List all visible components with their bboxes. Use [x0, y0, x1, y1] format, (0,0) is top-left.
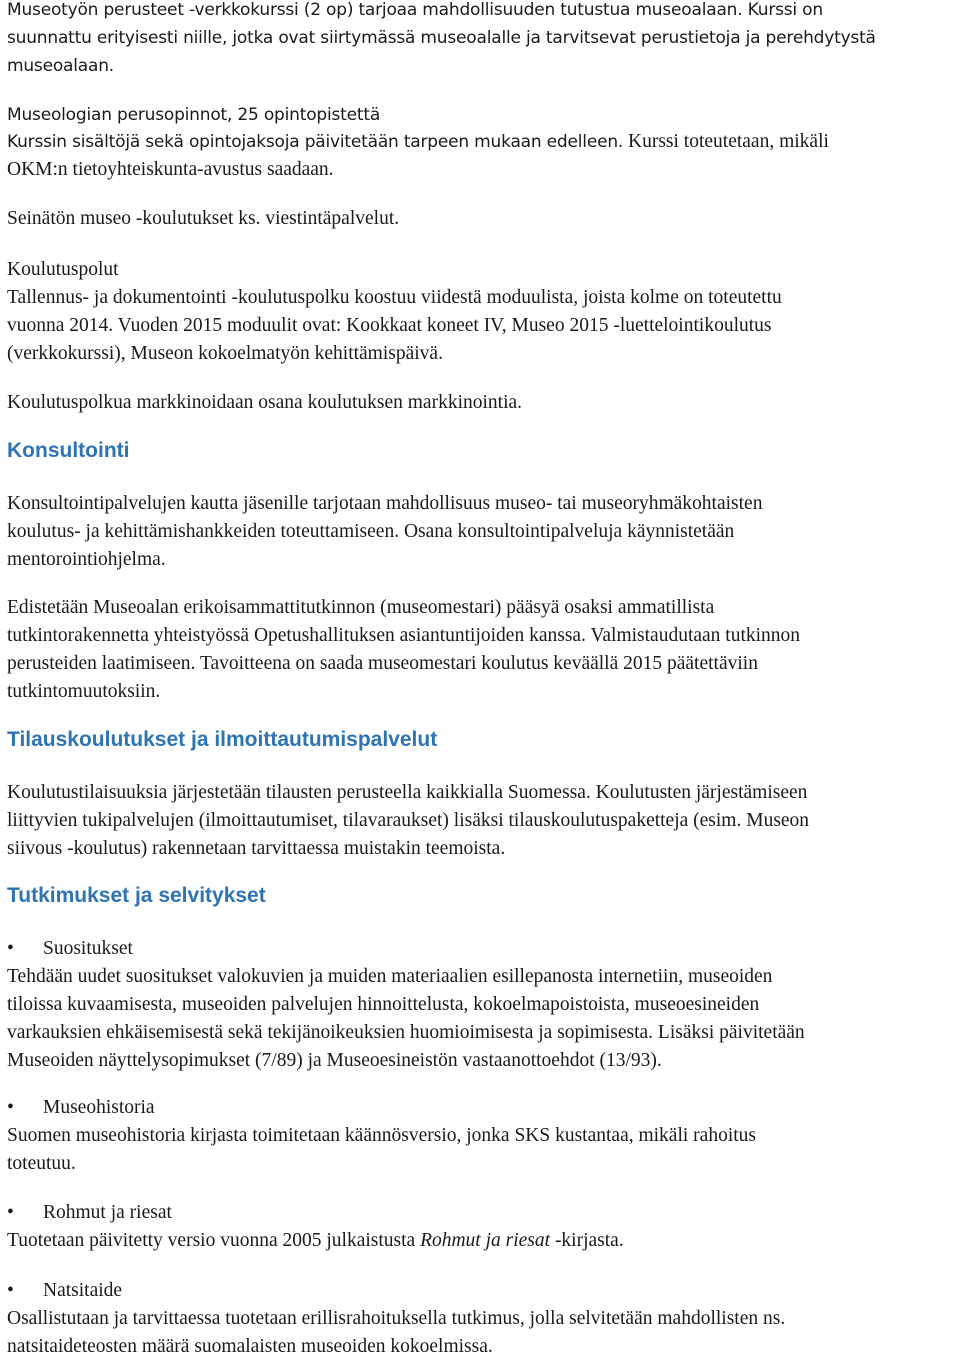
bullet-text-line: toteutuu.	[7, 1153, 76, 1174]
intro-line: museoalaan.	[7, 56, 115, 76]
museologia-line-serif: Kurssi toteutetaan, mikäli	[623, 131, 829, 152]
koulutuspolut-line: (verkkokurssi), Museon kokoelmatyön kehittämispäivä.	[7, 343, 443, 364]
konsultointi-paragraph-1	[7, 490, 957, 574]
tilaus-line: Koulutustilaisuuksia järjestetään tilausten perusteella kaikkialla Suomessa. Koulutusten järjestämiseen	[7, 782, 808, 803]
bullet-title: Suositukset	[43, 938, 133, 959]
intro-line: suunnattu erityisesti niille, jotka ovat siirtymässä museoalalle ja tarvitsevat perustietoja ja perehdytystä	[7, 28, 876, 48]
bullet-text-line: natsitaideteosten määrä suomalaisten museoiden kokoelmissa.	[7, 1336, 493, 1357]
koulutuspolut-paragraph	[7, 284, 957, 368]
bullet-text: Tuotetaan päivitetty versio vuonna 2005 julkaistusta	[7, 1230, 421, 1251]
bullet-title: Natsitaide	[43, 1280, 123, 1301]
bullet-text-line: Suomen museohistoria kirjasta toimitetaan käännösversio, jonka SKS kustantaa, mikäli rahoitus	[7, 1125, 756, 1146]
bullet-icon: •	[7, 1202, 14, 1223]
bullet-icon: •	[7, 1280, 14, 1301]
bullet-text-line: Tehdään uudet suositukset valokuvien ja muiden materiaalien esillepanosta internetiin, museoiden	[7, 966, 773, 987]
konsultointi-line: tutkintorakennetta yhteistyössä Opetushallituksen asiantuntijoiden kanssa. Valmistaudutaan tutkinnon	[7, 625, 801, 646]
intro-paragraph	[7, 0, 957, 80]
museologia-line: OKM:n tietoyhteiskunta-avustus saadaan.	[7, 159, 334, 180]
tilaus-line: liittyvien tukipalvelujen (ilmoittautumiset, tilavaraukset) lisäksi tilauskoulutuspaketteja (esim. Museon	[7, 810, 810, 831]
konsultointi-line: koulutus- ja kehittämishankkeiden toteuttamiseen. Osana konsultointipalveluja käynnistetään	[7, 521, 735, 542]
bullet-title: Museohistoria	[43, 1097, 155, 1118]
konsultointi-line: perusteiden laatimiseen. Tavoitteena on saada museomestari koulutus keväällä 2015 päätettäviin	[7, 653, 758, 674]
koulutuspolut-line: Tallennus- ja dokumentointi -koulutuspolku koostuu viidestä moduulista, joista kolme on toteutettu	[7, 287, 782, 308]
konsultointi-line: tutkintomuutoksiin.	[7, 681, 161, 702]
konsultointi-paragraph-2	[7, 594, 957, 706]
bullet-icon: •	[7, 938, 14, 959]
seinaton-paragraph	[7, 205, 957, 233]
intro-line: Museotyön perusteet -verkkokurssi (2 op) tarjoaa mahdollisuuden tutustua museoalaan. Kurssi on	[7, 0, 823, 20]
bullet-item-natsitaide	[7, 1277, 957, 1361]
museologia-line: Kurssin sisältöjä sekä opintojaksoja päivitetään tarpeen mukaan edelleen.	[7, 132, 624, 152]
museologia-title: Museologian perusopinnot, 25 opintopistettä	[7, 105, 381, 125]
tilaus-paragraph	[7, 779, 957, 863]
bullet-icon: •	[7, 1097, 14, 1118]
konsultointi-line: Konsultointipalvelujen kautta jäsenille tarjotaan mahdollisuus museo- tai museoryhmäkohtaisten	[7, 493, 763, 514]
bullet-item-rohmut	[7, 1199, 957, 1255]
bullet-text-line: Museoiden näyttelysopimukset (7/89) ja Museoesineistön vastaanottoehdot (13/93).	[7, 1050, 662, 1071]
bullet-text-line: varkauksien ehkäisemisestä sekä tekijänoikeuksien huomioimisesta ja sopimisesta. Lisäksi päivitetään	[7, 1022, 805, 1043]
seinaton-text: Seinätön museo -koulutukset ks.	[7, 208, 261, 229]
bullet-item-suositukset	[7, 935, 957, 1075]
konsultointi-line: mentorointiohjelma.	[7, 549, 166, 570]
koulutuspolut-marketing: Koulutuspolkua markkinoidaan osana koulutuksen markkinointia.	[7, 392, 523, 413]
bullet-title: Rohmut ja riesat	[43, 1202, 172, 1223]
koulutuspolut-line: vuonna 2014. Vuoden 2015 moduulit ovat: Kookkaat koneet IV, Museo 2015 -luettelointikoulutus	[7, 315, 772, 336]
tutkimukset-heading: Tutkimukset ja selvitykset	[7, 884, 266, 907]
bullet-text: -kirjasta.	[550, 1230, 624, 1251]
museologia-paragraph	[7, 128, 957, 184]
tilaus-heading: Tilauskoulutukset ja ilmoittautumispalvelut	[7, 728, 438, 751]
book-title: Rohmut ja riesat	[420, 1230, 551, 1251]
konsultointi-heading: Konsultointi	[7, 439, 130, 462]
viestintapalvelut-link[interactable]: viestintäpalvelut.	[260, 208, 400, 229]
bullet-text-line: Osallistutaan ja tarvittaessa tuotetaan erillisrahoituksella tutkimus, jolla selvitetään mahdollisten ns.	[7, 1308, 786, 1329]
koulutuspolut-title: Koulutuspolut	[7, 259, 119, 280]
bullet-item-museohistoria	[7, 1094, 957, 1178]
tilaus-line: siivous -koulutus) rakennetaan tarvittaessa muistakin teemoista.	[7, 838, 506, 859]
konsultointi-line: Edistetään Museoalan erikoisammattitutkinnon (museomestari) pääsyä osaksi ammatillista	[7, 597, 715, 618]
bullet-text-line: tiloissa kuvaamisesta, museoiden palvelujen hinnoittelusta, kokoelmapoistoista, museoesineiden	[7, 994, 760, 1015]
